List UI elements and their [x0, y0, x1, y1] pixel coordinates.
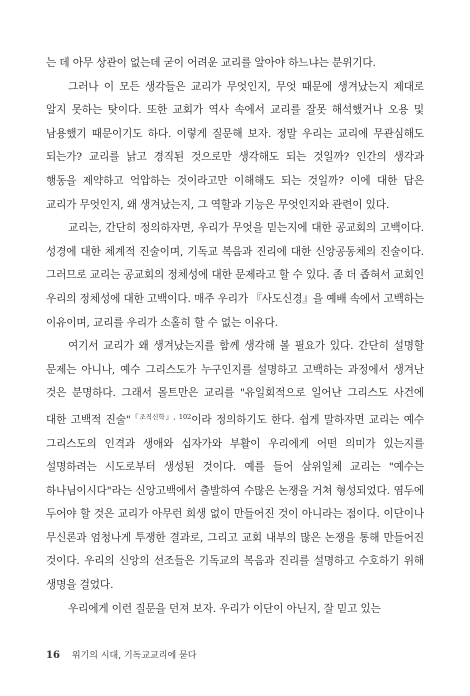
paragraph-continued: 는 데 아무 상관이 없는데 굳이 어려운 교리를 알아야 하느냐는 분위기다.: [46, 57, 376, 69]
footnote-reference: 『조직신학』, 102: [130, 412, 192, 421]
page-footer: [46, 648, 196, 661]
page-number: 16: [46, 650, 60, 661]
paragraph-with-footnote: [46, 335, 424, 598]
body-text: [46, 52, 424, 621]
paragraph-text: 이라 정의하기도 한다. 쉽게 말하자면 교리는 예수 그리스도의 인격과 생애와 십자가와 부활이 우리에게 어떤 의미가 있는지를 설명하려는 시도로부터 생성된 것이다. 예를 들어 삼위일체 교리는 "예수는 하나님이시다"라는 신앙고백에서 출발하여 수많은 논쟁을 거쳐 형성되었다. 염두에 두어야 할 것은 교리가 아무런 희생 없이 만들어진 것이 아니라는 점이다. 이단이나 무신론과 엄청나게 투쟁한 결과로, 그리고 교회 내부의 많은 논쟁을 통해 만들어진 것이다. 우리의 신앙의 선조들은 기독교의 복음과 진리를 설명하고 수호하기 위해 생명을 걸었다.: [46, 413, 424, 592]
paragraph: 우리에게 이런 질문을 던져 보자. 우리가 이단이 아닌지, 잘 믿고 있는: [68, 602, 381, 615]
running-title: 위기의 시대, 기독교교리에 묻다: [71, 651, 197, 661]
paragraph: 그러나 이 모든 생각들은 교리가 무엇인지, 무엇 때문에 생겨났는지 제대로 알지 못하는 탓이다. 또한 교회가 역사 속에서 교리를 잘못 해석했거나 오용 및 남용했기 때문이기도 하다. 이렇게 질문해 보자. 정말 우리는 교리에 무관심해도 되는가? 교리를 낡고 경직된 것으로만 생각해도 되는 것일까? 인간의 생각과 행동을 제약하고 억압하는 것이라고만 이해해도 되는 것일까? 이에 대한 답은 교리가 무엇인지, 왜 생겨났는지, 그 역할과 기능은 무엇인지와 관련이 있다.: [46, 80, 424, 211]
paragraph: 교리는, 간단히 정의하자면, 우리가 무엇을 믿는지에 대한 공교회의 고백이다. 성경에 대한 체계적 진술이며, 기독교 복음과 진리에 대한 신앙공동체의 진술이다. 그러므로 교리는 공교회의 정체성에 대한 문제라고 할 수 있다. 좀 더 좁혀서 교회인 우리의 정체성에 대한 고백이다. 매주 우리가 『사도신경』을 예배 속에서 고백하는 이유이며, 교리를 우리가 소홀히 할 수 없는 이유다.: [46, 222, 424, 329]
paragraph-text: 여기서 교리가 왜 생겨났는지를 함께 생각해 볼 필요가 있다. 간단히 설명할 문제는 아니나, 예수 그리스도가 누구인지를 설명하고 고백하는 과정에서 생겨난 것은 분명하다. 그래서 몰트만은 교리를 "유일회적으로 일어난 그리스도 사건에 대한 고백적 진술": [46, 340, 424, 426]
